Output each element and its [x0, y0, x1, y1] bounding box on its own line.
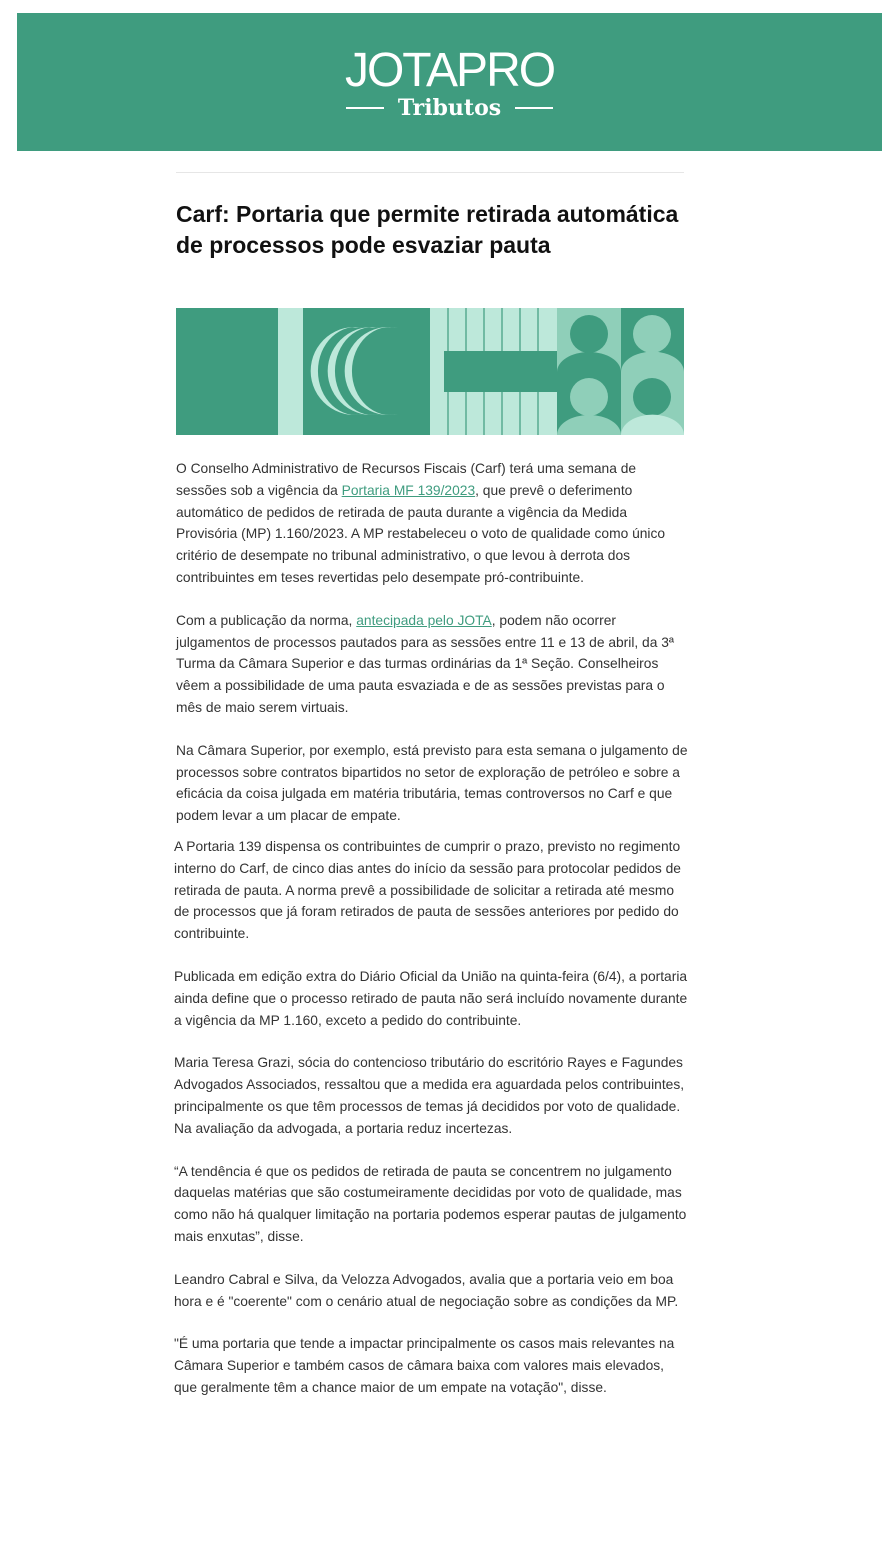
- logo-sub-text: Tributos: [397, 95, 502, 121]
- paragraph-6: Maria Teresa Grazi, sócia do contencioso tributário do escritório Rayes e Fagundes Advogados Associados, ressaltou que a medida era aguardada pelos contribuintes, principalmente os que têm processos de temas já decididos por voto de qualidade. Na avaliação da advogada, a portaria reduz incertezas.: [174, 1055, 685, 1136]
- logo-line-left: [346, 107, 384, 109]
- newsletter-header: [17, 13, 882, 151]
- paragraph-9: "É uma portaria que tende a impactar principalmente os casos mais relevantes na Câmara Superior e também casos de câmara baixa com valores mais elevados, que geralmente têm a chance maior de um empate na votação", disse.: [174, 1336, 675, 1395]
- hero-panel-stripe: [278, 308, 303, 435]
- paragraph-4: A Portaria 139 dispensa os contribuintes de cumprir o prazo, previsto no regimento interno do Carf, de cinco dias antes do início da sessão para protocolar pedidos de retirada de pauta. A norma prevê a possibilidade de solicitar a retirada até mesmo de processos que já foram retirados de pauta de sessões anteriores por pedido do contribuinte.: [174, 838, 681, 942]
- hero-panel-columns: [430, 308, 557, 435]
- article-body: [176, 458, 688, 1420]
- portaria-mf-link[interactable]: Portaria MF 139/2023: [341, 482, 476, 498]
- paragraph-2-text-b: , podem não ocorrer julgamentos de processos pautados para as sessões entre 11 e 13 de abril, da 3ª Turma da Câmara Superior e das turmas ordinárias da 1ª Seção. Conselheiros vêem a possibilidade de uma pauta esvaziada e de as sessões previstas para o mês de maio serem virtuais.: [176, 612, 675, 715]
- article-title: Carf: Portaria que permite retirada automática de processos pode esvaziar pauta: [176, 201, 679, 258]
- paragraph-3: Na Câmara Superior, por exemplo, está previsto para esta semana o julgamento de processos sobre contratos bipartidos no setor de exploração de petróleo e sobre a eficácia da coisa julgada em matéria tributária, temas controversos no Carf e que podem levar a um placar de empate.: [176, 742, 688, 824]
- paragraph-7: “A tendência é que os pedidos de retirada de pauta se concentrem no julgamento daquelas matérias que são costumeiramente decididas por voto de qualidade, mas como não há qualquer limitação na portaria podemos esperar pautas de julgamento mais enxutas”, disse.: [174, 1163, 687, 1244]
- logo-line-right: [515, 107, 553, 109]
- hero-panel-crescents: [303, 308, 430, 435]
- paragraph-1: [176, 458, 688, 589]
- header-divider: [176, 172, 684, 173]
- article-hero-image: [176, 308, 684, 435]
- logo-sub: [17, 95, 882, 121]
- paragraph-5: Publicada em edição extra do Diário Oficial da União na quinta-feira (6/4), a portaria ainda define que o processo retirado de pauta não será incluído novamente durante a vigência da MP 1.160, exceto a pedido do contribuinte.: [174, 968, 688, 1028]
- hero-panel-people: [557, 308, 684, 435]
- logo-main-text: JOTAPRO: [344, 44, 555, 97]
- jota-pro-tributos-logo[interactable]: [17, 44, 882, 121]
- paragraph-1-text-b: , que prevê o deferimento automático de pedidos de retirada de pauta durante a vigência da Medida Provisória (MP) 1.160/2023. A MP restabeleceu o voto de qualidade como único critério de desempate no tribunal administrativo, o que levou à derrota dos contribuintes em teses revertidas pelo desempate pró-contribuinte.: [176, 482, 666, 585]
- paragraph-2-text-a: Com a publicação da norma,: [176, 612, 357, 628]
- antecipada-pelo-jota-link[interactable]: antecipada pelo JOTA: [356, 612, 492, 628]
- paragraph-2: [176, 610, 688, 719]
- paragraph-1-text-a: O Conselho Administrativo de Recursos Fiscais (Carf) terá uma semana de sessões sob a vigência da: [176, 461, 637, 498]
- hero-panel-solid: [176, 308, 278, 435]
- paragraph-8: Leandro Cabral e Silva, da Velozza Advogados, avalia que a portaria veio em boa hora e é "coerente" com o cenário atual de negociação sobre as condições da MP.: [174, 1271, 679, 1309]
